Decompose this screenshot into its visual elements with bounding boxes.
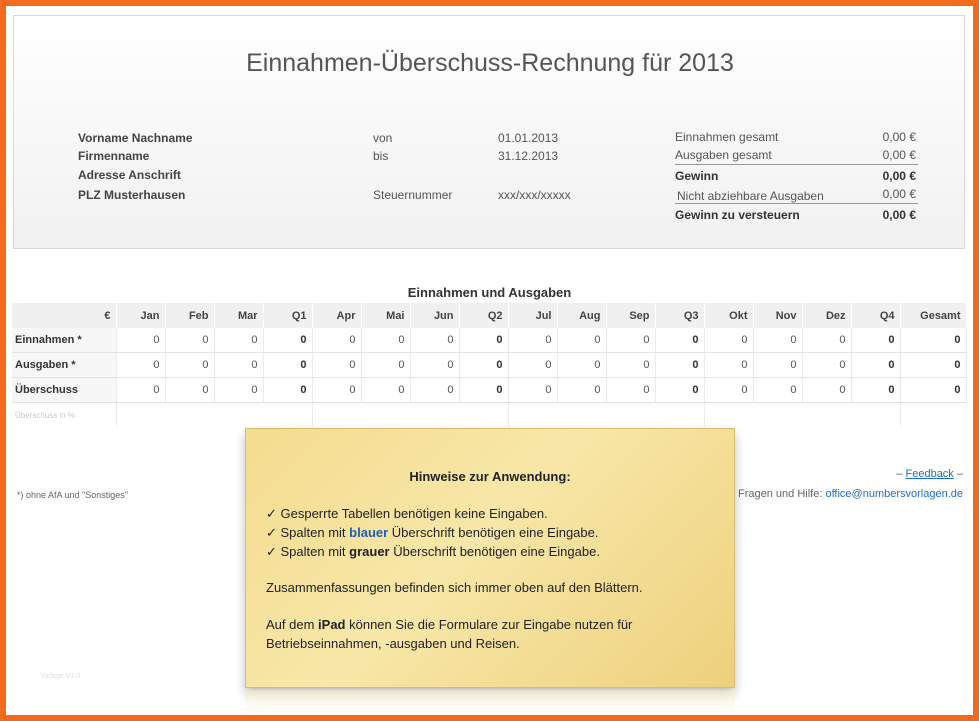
address-name[interactable]: Vorname Nachname <box>78 131 193 145</box>
table-cell[interactable]: 0 <box>557 353 606 378</box>
percent-row-label: Überschuss in % <box>12 403 116 428</box>
percent-cell <box>116 403 165 428</box>
percent-cell <box>165 403 214 428</box>
row-label: Überschuss <box>12 378 116 403</box>
column-header-17: Gesamt <box>900 303 966 328</box>
period-to-label: bis <box>373 149 389 163</box>
percent-cell <box>802 403 851 428</box>
table-cell[interactable]: 0 <box>116 328 165 353</box>
summary-nondeductible-label: Nicht abziehbare Ausgaben <box>677 189 824 203</box>
column-header-14: Nov <box>753 303 802 328</box>
table-cell[interactable]: 0 <box>508 353 557 378</box>
row-label: Einnahmen * <box>12 328 116 353</box>
table-cell[interactable]: 0 <box>802 328 851 353</box>
percent-cell <box>851 403 900 428</box>
table-cell[interactable]: 0 <box>214 353 263 378</box>
table-cell[interactable]: 0 <box>410 353 459 378</box>
note-reflection <box>245 690 735 715</box>
column-header-4: Q1 <box>263 303 312 328</box>
table-row <box>12 378 966 403</box>
table-cell[interactable]: 0 <box>753 353 802 378</box>
column-header-10: Aug <box>557 303 606 328</box>
table-cell[interactable]: 0 <box>165 328 214 353</box>
note-title: Hinweise zur Anwendung: <box>409 469 571 484</box>
table-row <box>12 353 966 378</box>
summary-divider-2 <box>675 203 918 204</box>
table-cell: 0 <box>655 353 704 378</box>
table-cell: 0 <box>900 378 966 403</box>
column-header-6: Mai <box>361 303 410 328</box>
table-cell: 0 <box>900 328 966 353</box>
note-grey-word: grauer <box>349 544 390 559</box>
column-header-3: Mar <box>214 303 263 328</box>
table-cell[interactable]: 0 <box>361 378 410 403</box>
page-title: Einnahmen-Überschuss-Rechnung für 2013 <box>246 49 734 77</box>
note-line-4: Zusammenfassungen befinden sich immer oben auf den Blättern. <box>266 580 643 595</box>
table-cell[interactable]: 0 <box>704 378 753 403</box>
summary-income-value: 0,00 € <box>882 130 916 144</box>
table-cell[interactable]: 0 <box>802 353 851 378</box>
note-line-5: Auf dem iPad können Sie die Formulare zur Eingabe nutzen für <box>266 617 633 632</box>
address-company[interactable]: Firmenname <box>78 149 150 163</box>
percent-cell <box>557 403 606 428</box>
tax-number-label: Steuernummer <box>373 188 453 202</box>
column-header-0: € <box>12 303 116 328</box>
column-header-13: Okt <box>704 303 753 328</box>
note-blue-word: blauer <box>349 525 389 540</box>
table-cell[interactable]: 0 <box>312 353 361 378</box>
table-cell[interactable]: 0 <box>606 353 655 378</box>
table-header-row <box>12 303 966 328</box>
table-cell: 0 <box>459 378 508 403</box>
percent-cell <box>900 403 966 428</box>
table-cell[interactable]: 0 <box>214 328 263 353</box>
note-ipad-word: iPad <box>318 617 346 632</box>
table-title: Einnahmen und Ausgaben <box>407 285 572 300</box>
column-header-5: Apr <box>312 303 361 328</box>
table-cell[interactable]: 0 <box>557 328 606 353</box>
income-expense-table <box>12 303 967 427</box>
table-cell: 0 <box>851 328 900 353</box>
usage-hint-note <box>245 428 735 688</box>
summary-taxable-label: Gewinn zu versteuern <box>675 208 800 222</box>
help-email-link[interactable]: office@numbersvorlagen.de <box>825 488 963 500</box>
row-label: Ausgaben * <box>12 353 116 378</box>
summary-divider <box>675 164 918 165</box>
table-cell[interactable]: 0 <box>802 378 851 403</box>
table-cell[interactable]: 0 <box>704 353 753 378</box>
table-cell[interactable]: 0 <box>116 353 165 378</box>
table-cell: 0 <box>851 378 900 403</box>
note-line-1: ✓ Gesperrte Tabellen benötigen keine Eingaben. <box>266 506 548 521</box>
table-cell[interactable]: 0 <box>410 378 459 403</box>
summary-expenses-value: 0,00 € <box>882 148 916 162</box>
percent-row <box>12 403 966 428</box>
summary-profit-value: 0,00 € <box>882 169 916 183</box>
table-cell[interactable]: 0 <box>704 328 753 353</box>
summary-taxable-value: 0,00 € <box>882 208 916 222</box>
table-cell: 0 <box>263 328 312 353</box>
column-header-12: Q3 <box>655 303 704 328</box>
summary-profit-label: Gewinn <box>675 169 719 183</box>
note-line-3: ✓ Spalten mit grauer Überschrift benötigen eine Eingabe. <box>266 544 600 559</box>
help-area <box>738 488 963 500</box>
table-cell: 0 <box>655 378 704 403</box>
version-text: Vorlage V1.0 <box>40 673 81 680</box>
table-cell: 0 <box>459 353 508 378</box>
percent-cell <box>508 403 557 428</box>
percent-cell <box>410 403 459 428</box>
header-panel <box>13 15 965 249</box>
note-line-6: Betriebseinnahmen, -ausgaben und Reisen. <box>266 636 520 651</box>
note-line-2: ✓ Spalten mit blauer Überschrift benötigen eine Eingabe. <box>266 525 599 540</box>
column-header-15: Dez <box>802 303 851 328</box>
percent-cell <box>459 403 508 428</box>
table-cell[interactable]: 0 <box>410 328 459 353</box>
table-cell: 0 <box>459 328 508 353</box>
column-header-11: Sep <box>606 303 655 328</box>
table-cell[interactable]: 0 <box>508 378 557 403</box>
table-cell[interactable]: 0 <box>361 328 410 353</box>
summary-nondeductible-value: 0,00 € <box>882 187 916 201</box>
feedback-link[interactable]: Feedback <box>905 468 954 480</box>
summary-expenses-label: Ausgaben gesamt <box>675 148 772 162</box>
address-city[interactable]: PLZ Musterhausen <box>78 188 186 202</box>
table-cell[interactable]: 0 <box>557 378 606 403</box>
period-from-label: von <box>373 131 393 145</box>
period-to-value[interactable]: 31.12.2013 <box>498 149 559 163</box>
table-cell[interactable]: 0 <box>312 328 361 353</box>
table-cell[interactable]: 0 <box>753 378 802 403</box>
column-header-2: Feb <box>165 303 214 328</box>
help-text: Fragen und Hilfe: <box>738 488 826 500</box>
period-from-value[interactable]: 01.01.2013 <box>498 131 559 145</box>
table-cell[interactable]: 0 <box>508 328 557 353</box>
table-cell: 0 <box>655 328 704 353</box>
summary-income-label: Einnahmen gesamt <box>675 130 779 144</box>
feedback-suffix: – <box>953 468 963 480</box>
percent-cell <box>655 403 704 428</box>
percent-cell <box>704 403 753 428</box>
table-cell: 0 <box>851 353 900 378</box>
percent-cell <box>263 403 312 428</box>
tax-number-value[interactable]: xxx/xxx/xxxxx <box>498 188 571 202</box>
percent-cell <box>214 403 263 428</box>
table-row <box>12 328 966 353</box>
percent-cell <box>606 403 655 428</box>
table-cell: 0 <box>263 378 312 403</box>
address-street[interactable]: Adresse Anschrift <box>78 168 181 182</box>
table-cell[interactable]: 0 <box>116 378 165 403</box>
table-cell[interactable]: 0 <box>214 378 263 403</box>
column-header-7: Jun <box>410 303 459 328</box>
table-cell[interactable]: 0 <box>361 353 410 378</box>
table-cell[interactable]: 0 <box>606 378 655 403</box>
column-header-9: Jul <box>508 303 557 328</box>
table-cell[interactable]: 0 <box>606 328 655 353</box>
percent-cell <box>753 403 802 428</box>
percent-cell <box>361 403 410 428</box>
table-cell[interactable]: 0 <box>753 328 802 353</box>
table-cell[interactable]: 0 <box>165 378 214 403</box>
table-cell[interactable]: 0 <box>165 353 214 378</box>
table-cell: 0 <box>263 353 312 378</box>
feedback-area <box>896 468 963 480</box>
column-header-16: Q4 <box>851 303 900 328</box>
table-cell: 0 <box>900 353 966 378</box>
column-header-1: Jan <box>116 303 165 328</box>
feedback-prefix: – <box>896 468 906 480</box>
footnote: *) ohne AfA und "Sonstiges" <box>17 490 128 500</box>
percent-cell <box>312 403 361 428</box>
column-header-8: Q2 <box>459 303 508 328</box>
table-cell[interactable]: 0 <box>312 378 361 403</box>
